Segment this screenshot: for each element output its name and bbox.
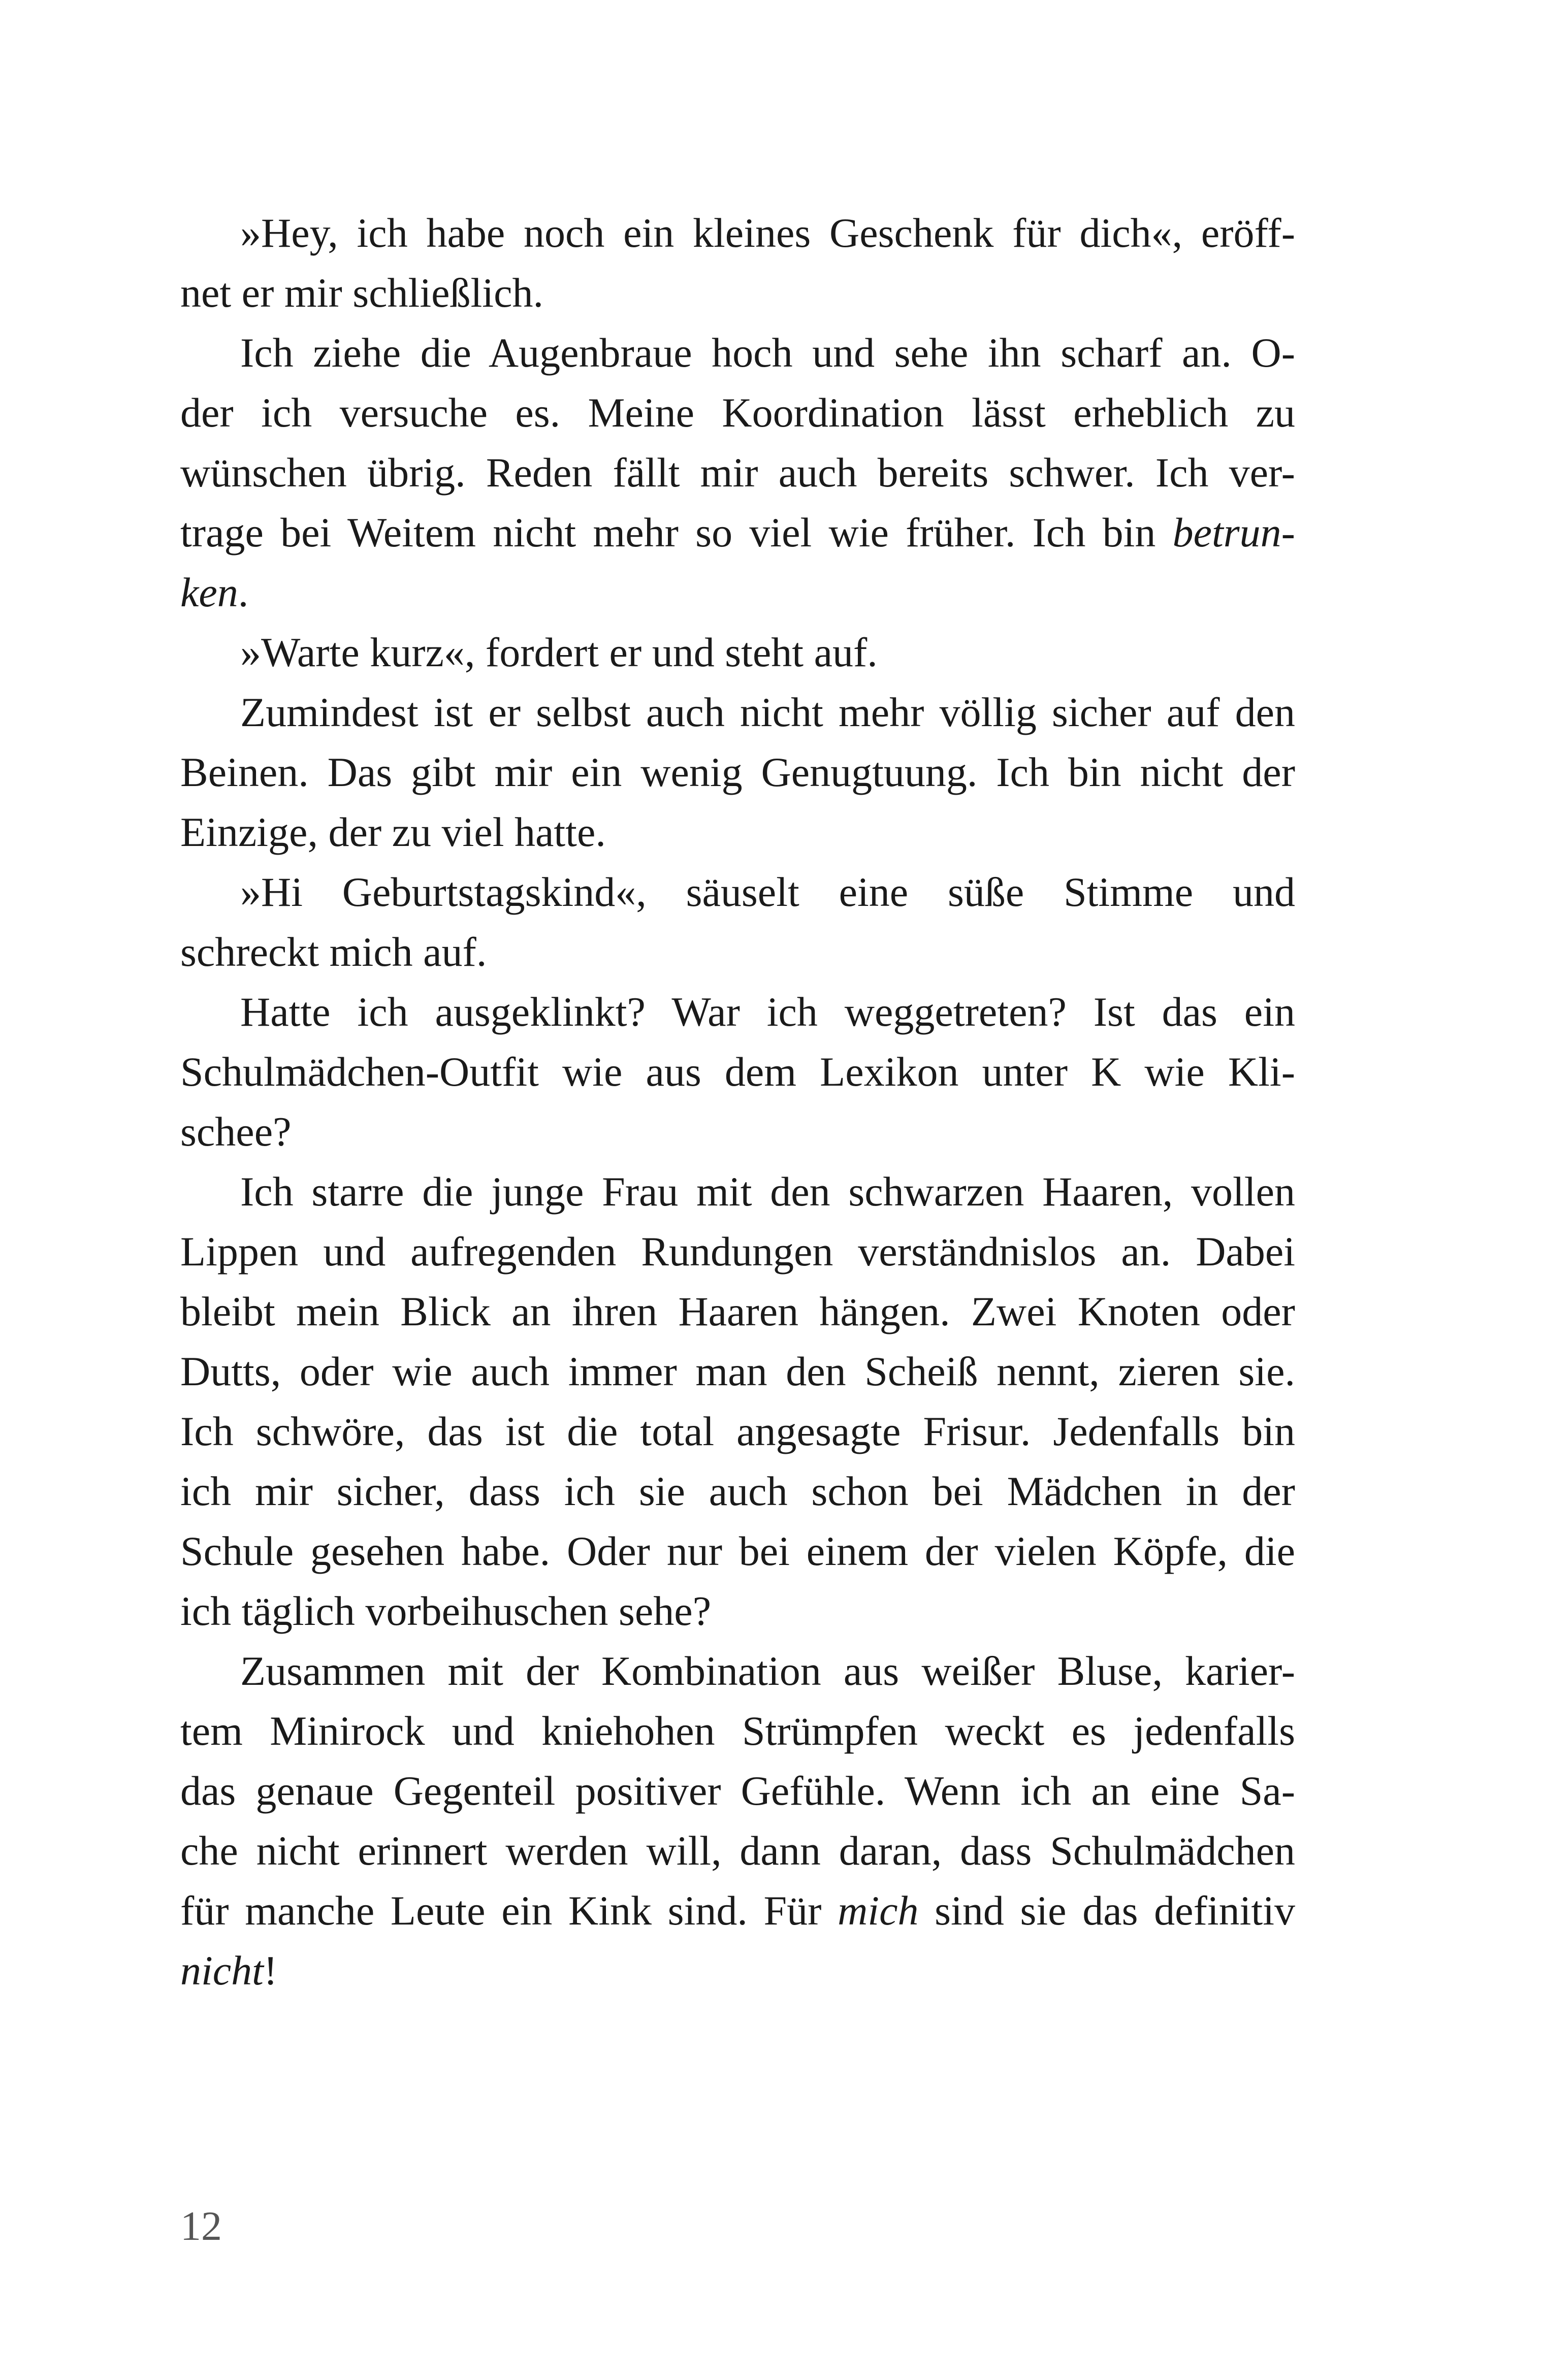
text-line: Zumindest ist er selbst auch nicht mehr völlig sicher auf den [240, 689, 1295, 735]
text-line: Beinen. Das gibt mir ein wenig Genugtuung. Ich bin nicht der [180, 749, 1295, 795]
text-line: »Hi Geburtstagskind«, säuselt eine süße Stimme und [240, 869, 1295, 915]
text-line: Schulmädchen-Outfit wie aus dem Lexikon unter K wie Kli- [180, 1049, 1295, 1095]
text-line: Lippen und aufregenden Rundungen verständnislos an. Dabei [180, 1228, 1295, 1275]
page-number: 12 [180, 2203, 222, 2249]
text-line: »Hey, ich habe noch ein kleines Geschenk für dich«, eröff- [240, 210, 1295, 256]
text-line: für manche Leute ein Kink sind. Für mich sind sie das definitiv [180, 1887, 1295, 1934]
text-line: Hatte ich ausgeklinkt? War ich weggetreten? Ist das ein [240, 989, 1295, 1035]
text-line: che nicht erinnert werden will, dann daran, dass Schulmädchen [180, 1828, 1295, 1874]
text-line: »Warte kurz«, fordert er und steht auf. [240, 629, 878, 675]
page-body-text [180, 203, 1295, 2001]
text-line: trage bei Weitem nicht mehr so viel wie früher. Ich bin betrun- [180, 509, 1295, 556]
text-line: Ich starre die junge Frau mit den schwarzen Haaren, vollen [240, 1168, 1295, 1215]
text-line: Ich ziehe die Augenbraue hoch und sehe ihn scharf an. O- [240, 330, 1295, 376]
text-line: schreckt mich auf. [180, 929, 487, 975]
text-line: Dutts, oder wie auch immer man den Scheiß nennt, zieren sie. [180, 1348, 1295, 1394]
text-line: Ich schwöre, das ist die total angesagte Frisur. Jedenfalls bin [180, 1408, 1295, 1454]
text-line: schee? [180, 1109, 292, 1155]
text-line: wünschen übrig. Reden fällt mir auch bereits schwer. Ich ver- [180, 449, 1295, 496]
text-line: ich mir sicher, dass ich sie auch schon bei Mädchen in der [180, 1468, 1295, 1514]
italic-word: ken [180, 569, 238, 615]
text-line: das genaue Gegenteil positiver Gefühle. Wenn ich an eine Sa- [180, 1768, 1295, 1814]
text-line: bleibt mein Blick an ihren Haaren hängen. Zwei Knoten oder [180, 1288, 1295, 1334]
italic-word: nicht [180, 1947, 264, 1994]
text-line: Schule gesehen habe. Oder nur bei einem der vielen Köpfe, die [180, 1528, 1295, 1574]
text-line: ken. [180, 569, 249, 615]
text-line: der ich versuche es. Meine Koordination lässt erheblich zu [180, 389, 1295, 436]
text-line: Zusammen mit der Kombination aus weißer Bluse, karier- [240, 1648, 1295, 1694]
text-line: net er mir schließlich. [180, 270, 543, 316]
text-line: nicht! [180, 1947, 278, 1994]
text-line: ich täglich vorbeihuschen sehe? [180, 1588, 712, 1634]
italic-word: betrun- [1172, 509, 1295, 556]
text-line: Einzige, der zu viel hatte. [180, 809, 606, 855]
italic-word: mich [838, 1887, 919, 1934]
text-line: tem Minirock und kniehohen Strümpfen weckt es jedenfalls [180, 1708, 1295, 1754]
